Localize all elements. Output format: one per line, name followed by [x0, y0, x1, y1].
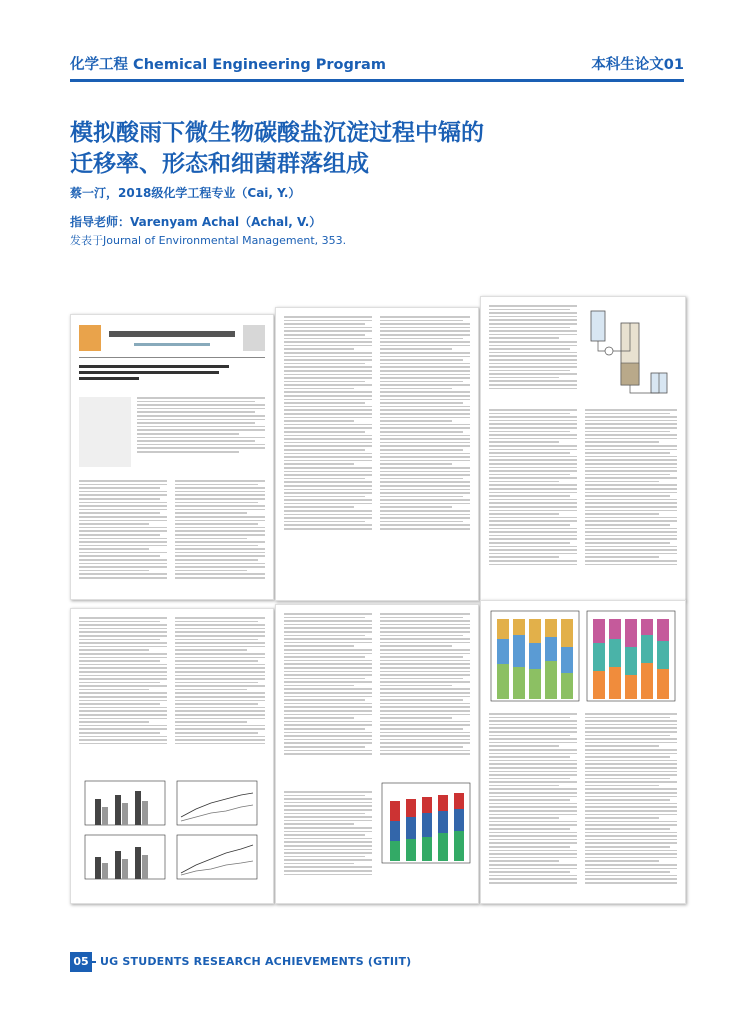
- paper-pages-image: [70, 282, 684, 920]
- page-2-column-left: [284, 316, 372, 532]
- intro-column-right: [175, 480, 265, 581]
- column-apparatus-drawing: [581, 303, 677, 403]
- page-2-column-right: [380, 316, 470, 532]
- footer-accent: [92, 961, 96, 963]
- paper-page-4: [70, 608, 274, 904]
- paper-title-block: [79, 365, 229, 383]
- header-divider: [70, 79, 684, 82]
- paper-page-5: [275, 604, 479, 904]
- article-info-box: [79, 397, 131, 467]
- page-header: [0, 0, 754, 100]
- page-4-column-left: [79, 617, 167, 746]
- page-3-column-right: [585, 409, 677, 567]
- author-line: 蔡一汀，2018级化学工程专业（Cai, Y.）: [70, 186, 301, 200]
- journal-masthead: [79, 321, 265, 358]
- intro-column-left: [79, 480, 167, 581]
- page-6-column-right: [585, 713, 677, 886]
- paper-page-3: [480, 296, 686, 601]
- page-5-column-right: [380, 613, 470, 757]
- series-label: 本科生论文01: [591, 57, 684, 73]
- ph-and-cd-plots: [81, 777, 263, 885]
- paper-page-6: [480, 600, 686, 904]
- figure-3-panels: [489, 609, 677, 705]
- cd-fraction-stacked-bars: [380, 781, 472, 867]
- article-title: [70, 118, 670, 180]
- paper-page-1: [70, 314, 274, 600]
- page-3-column-left-lower: [489, 409, 577, 567]
- article-title-line-2: 迁移率、形态和细菌群落组成: [70, 151, 369, 177]
- page-4-column-right: [175, 617, 265, 746]
- page-6-column-left: [489, 713, 577, 886]
- advisor-line: 指导老师：Varenyam Achal（Achal, V.）: [70, 215, 322, 229]
- figure-2-panel: [380, 781, 472, 867]
- footer-title: UG STUDENTS RESEARCH ACHIEVEMENTS (GTIIT): [100, 955, 412, 968]
- abstract-text: [137, 397, 265, 455]
- publication-line: 发表于Journal of Environmental Management, 353.: [70, 234, 347, 247]
- page-footer: [0, 952, 754, 992]
- figure-1-panels: [81, 777, 263, 885]
- journal-cover-thumbnail: [243, 325, 265, 351]
- page-5-column-left: [284, 613, 372, 757]
- page-5-column-left-lower: [284, 791, 372, 877]
- article-title-line-1: 模拟酸雨下微生物碳酸盐沉淀过程中镉的: [70, 120, 484, 146]
- page-number: 05: [70, 952, 92, 972]
- program-name: 化学工程 Chemical Engineering Program: [70, 57, 386, 73]
- publisher-logo: [79, 325, 101, 351]
- community-composition-bars: [489, 609, 677, 705]
- experimental-setup-figure: [581, 303, 677, 403]
- paper-page-2: [275, 307, 479, 601]
- page-3-column-left: [489, 305, 577, 391]
